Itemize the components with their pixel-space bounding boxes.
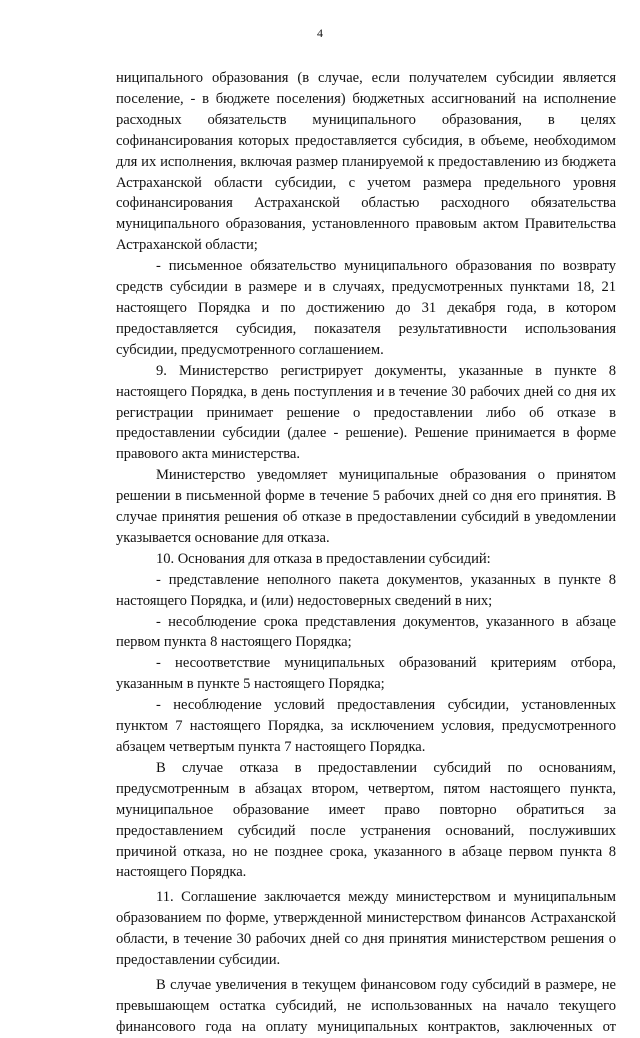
list-item-conditions-violation: - несоблюдение условий предоставления субсидии, установленных пунктом 7 настоящего Порядка, за исключением условия, предусмотренного абзацем четвертым пункта 7 настоящего Порядка. bbox=[116, 697, 616, 755]
paragraph-clause-11: 11. Соглашение заключается между министерством и муниципальным образованием по форме, утвержденной министерством финансов Астраханской области, в течение 30 рабочих дней со дня принятия министерством решения о предоставлении субсидии. bbox=[116, 889, 616, 969]
list-item-incomplete-documents: - представление неполного пакета документов, указанных в пункте 8 настоящего Порядка, и (или) недостоверных сведений в них; bbox=[116, 571, 616, 609]
paragraph-subsidy-increase: В случае увеличения в текущем финансовом году субсидий в размере, не превышающем остатка субсидий, не использованных на начало текущего финансового года на оплату муниципальных контрактов, заключенных от bbox=[116, 976, 616, 1035]
list-item-missed-deadline: - несоблюдение срока представления документов, указанного в абзаце первом пункта 8 настоящего Порядка; bbox=[116, 613, 616, 651]
paragraph-clause-10: 10. Основания для отказа в предоставлении субсидий: bbox=[156, 550, 491, 567]
page-number: 4 bbox=[317, 26, 323, 40]
document-body bbox=[116, 68, 616, 1038]
paragraph-clause-9: 9. Министерство регистрирует документы, указанные в пункте 8 настоящего Порядка, в день поступления и в течение 30 рабочих дней со дня их регистрации принимает решение о предоставлении либо об отказе в предоставлении субсидии (далее - решение). Решение принимается в форме правового акта министерства. bbox=[116, 362, 616, 463]
paragraph-written-obligation: - письменное обязательство муниципального образования по возврату средств субсидии в размере и в случаях, предусмотренных пунктами 18, 21 настоящего Порядка и по достижению до 31 декабря года, в котором предоставляется субсидия, показателя результативности использования субсидии, предусмотренного соглашением. bbox=[116, 258, 616, 358]
list-item-criteria-mismatch: - несоответствие муниципальных образований критериям отбора, указанным в пункте 5 настоящего Порядка; bbox=[116, 655, 616, 693]
paragraph-continuation: ниципального образования (в случае, если получателем субсидии является поселение, - в бюджете поселения) бюджетных ассигнований на исполнение расходных обязательств муниципального образования, в целях софинансирования которых предоставляется субсидия, в объеме, необходимом для их исполнения, включая размер планируемой к предоставлению из бюджета Астраханской области субсидии, с учетом размера предельного уровня софинансирования Астраханской областью расходного обязательства муниципального образования, установленного правовым актом Правительства Астраханской области; bbox=[116, 70, 616, 254]
paragraph-notification: Министерство уведомляет муниципальные образования о принятом решении в письменной форме в течение 5 рабочих дней со дня его принятия. В случае принятия решения об отказе в предоставлении субсидий в уведомлении указывается основание для отказа. bbox=[116, 467, 616, 546]
paragraph-reapplication: В случае отказа в предоставлении субсидий по основаниям, предусмотренным в абзацах втором, четвертом, пятом настоящего пункта, муниципальное образование имеет право повторно обратиться за предоставлением субсидий после устранения оснований, послуживших причиной отказа, но не позднее срока, указанного в абзаце первом пункта 8 настоящего Порядка. bbox=[116, 759, 616, 881]
